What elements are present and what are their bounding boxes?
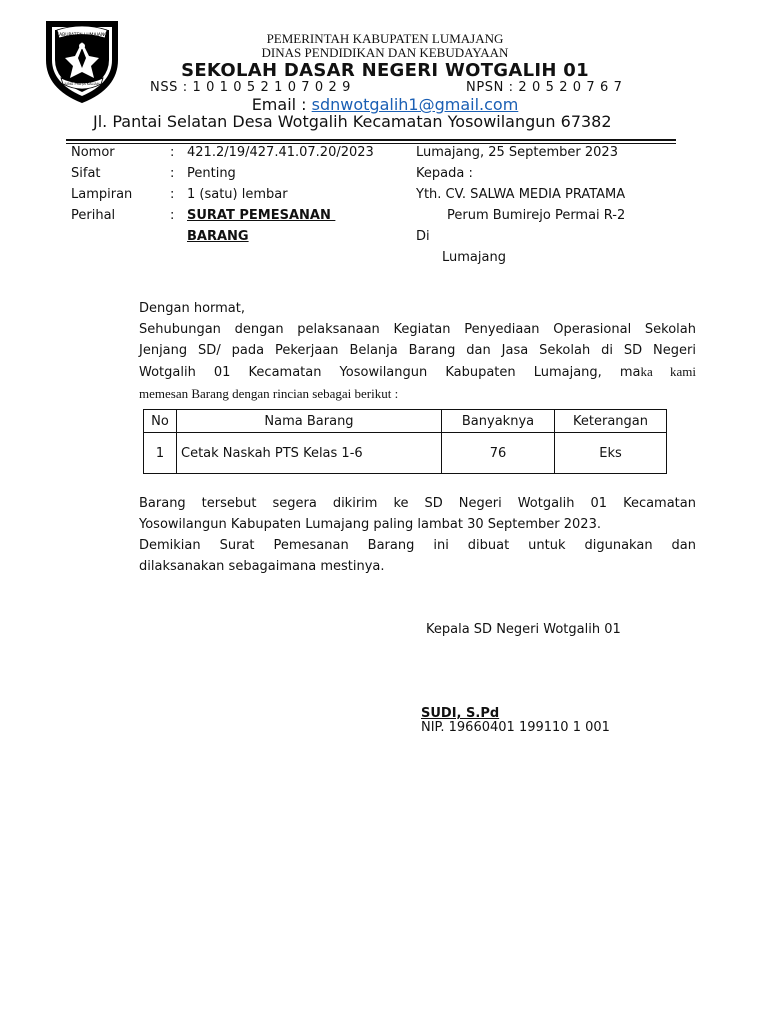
- letter-date: Lumajang, 25 September 2023: [416, 145, 618, 160]
- sifat-label: Sifat: [71, 166, 101, 181]
- logo-banner-bottom: JUNG PRA JA KALIAH: [64, 82, 100, 86]
- letterhead-department: DINAS PENDIDIKAN DAN KEBUDAYAAN: [261, 45, 509, 60]
- body-line: Yosowilangun Kabupaten Lumajang paling lambat 30 September 2023.: [139, 517, 601, 532]
- order-items-table: [143, 409, 667, 474]
- cell-keterangan: Eks: [555, 433, 667, 474]
- body-line: Sehubungan dengan pelaksanaan Kegiatan Penyediaan Operasional Sekolah: [139, 322, 696, 337]
- greeting: Dengan hormat,: [139, 301, 246, 316]
- lampiran-value: 1 (satu) lembar: [187, 187, 288, 202]
- letterhead-school-name: SEKOLAH DASAR NEGERI WOTGALIH 01: [181, 60, 589, 81]
- lampiran-colon: :: [170, 187, 175, 202]
- table-header-row: [144, 410, 667, 433]
- signature-title: Kepala SD Negeri Wotgalih 01: [426, 622, 621, 637]
- sifat-colon: :: [170, 166, 175, 181]
- recipient-name: Yth. CV. SALWA MEDIA PRATAMA: [416, 187, 626, 202]
- body-line: Barang tersebut segera dikirim ke SD Negeri Wotgalih 01 Kecamatan: [139, 496, 696, 511]
- body-line-serif: memesan Barang dengan rincian sebagai berikut :: [139, 386, 399, 401]
- body-paragraph-closing: [139, 493, 696, 577]
- body-line-mixed: [139, 361, 696, 383]
- letterhead-rule-thin: [66, 143, 676, 144]
- sifat-value: Penting: [187, 166, 236, 181]
- logo-banner-top: KABUPATEN LUMAJANG: [56, 33, 108, 38]
- kabupaten-lumajang-emblem: [43, 16, 121, 104]
- body-line-part: Wotgalih 01 Kecamatan Yosowilangun Kabupaten Lumajang, ma: [139, 365, 641, 380]
- email-link[interactable]: sdnwotgalih1@gmail.com: [311, 95, 519, 114]
- signature-nip: NIP. 19660401 199110 1 001: [421, 720, 610, 735]
- letterhead-rule-thick: [66, 139, 676, 141]
- letterhead-nss: NSS : 1 0 1 0 5 2 1 0 7 0 2 9: [150, 80, 351, 95]
- nomor-colon: :: [170, 145, 175, 160]
- recipient-kepada: Kepada :: [416, 166, 473, 181]
- letterhead-address: Jl. Pantai Selatan Desa Wotgalih Kecamatan Yosowilangun 67382: [93, 112, 612, 131]
- signature-name: SUDI, S.Pd: [421, 706, 500, 721]
- letterhead-government: PEMERINTAH KABUPATEN LUMAJANG: [266, 31, 504, 46]
- perihal-value-line2: BARANG: [187, 229, 249, 244]
- perihal-value-line1: SURAT PEMESANAN: [187, 208, 336, 223]
- recipient-city: Lumajang: [442, 250, 506, 265]
- recipient-address: Perum Bumirejo Permai R-2: [447, 208, 626, 223]
- body-line: dilaksanakan sebagaimana mestinya.: [139, 559, 385, 574]
- body-line-part-serif: ka kami: [640, 364, 697, 379]
- letterhead-npsn: NPSN : 2 0 5 2 0 7 6 7: [466, 80, 623, 95]
- body-line: Demikian Surat Pemesanan Barang ini dibuat untuk digunakan dan: [139, 538, 696, 553]
- nomor-value: 421.2/19/427.41.07.20/2023: [187, 145, 374, 160]
- body-line: Jenjang SD/ pada Pekerjaan Belanja Barang dan Jasa Sekolah di SD Negeri: [139, 343, 696, 358]
- table-row: [144, 433, 667, 474]
- cell-no: 1: [144, 433, 177, 474]
- perihal-label: Perihal: [71, 208, 116, 223]
- perihal-colon: :: [170, 208, 175, 223]
- cell-nama-barang: Cetak Naskah PTS Kelas 1-6: [177, 433, 442, 474]
- cell-banyaknya: 76: [442, 433, 555, 474]
- col-header-no: No: [144, 410, 177, 433]
- col-header-nama-barang: Nama Barang: [177, 410, 442, 433]
- col-header-banyaknya: Banyaknya: [442, 410, 555, 433]
- lampiran-label: Lampiran: [71, 187, 133, 202]
- body-paragraph-opening: [139, 298, 696, 404]
- email-label: Email :: [251, 95, 312, 114]
- col-header-keterangan: Keterangan: [555, 410, 667, 433]
- recipient-di: Di: [416, 229, 430, 244]
- nomor-label: Nomor: [71, 145, 115, 160]
